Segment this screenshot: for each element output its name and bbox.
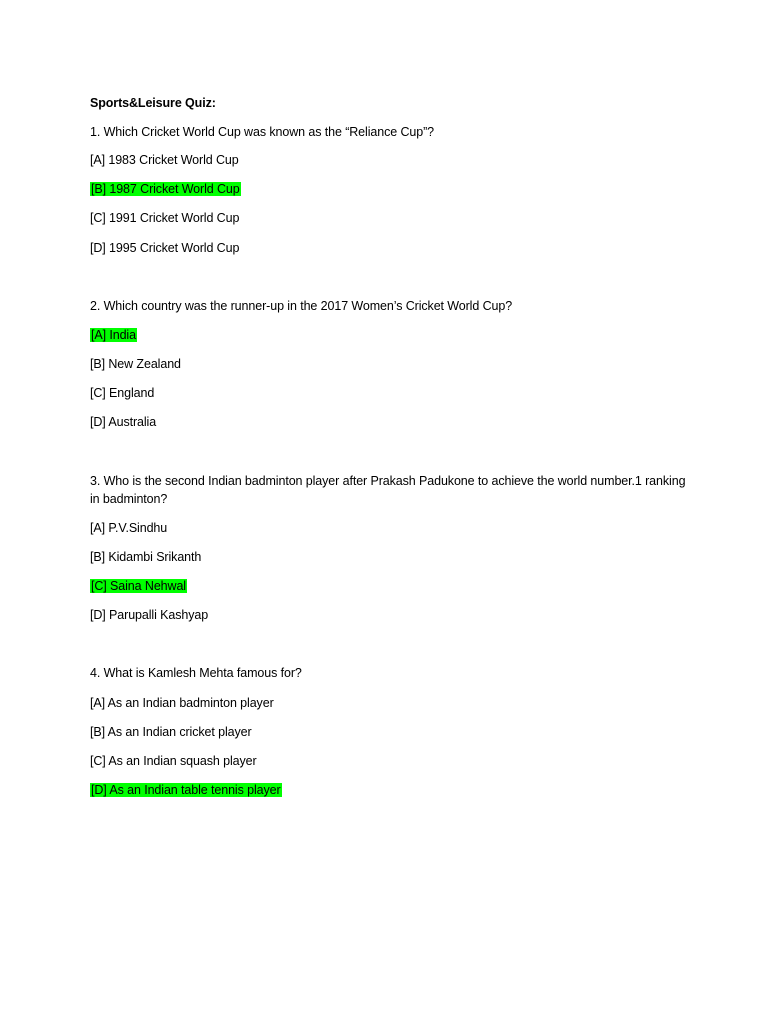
question-1-option-d: [D] 1995 Cricket World Cup — [90, 241, 240, 255]
question-3-option-b: [B] Kidambi Srikanth — [90, 550, 202, 564]
question-4-option-c: [C] As an Indian squash player — [90, 754, 257, 768]
question-2-option-c: [C] England — [90, 386, 155, 400]
question-3-option-a: [A] P.V.Sindhu — [90, 521, 168, 535]
question-3-option-d: [D] Parupalli Kashyap — [90, 608, 209, 622]
question-2-option-a-highlighted: [A] India — [91, 328, 136, 342]
question-1: 1. Which Cricket World Cup was known as the “Reliance Cup”? — [90, 125, 435, 139]
question-4-option-d-highlighted: [D] As an Indian table tennis player — [91, 783, 281, 797]
question-3: 3. Who is the second Indian badminton player after Prakash Padukone to achieve the world number.1 ranking in badminton? — [90, 474, 686, 506]
question-2: 2. Which country was the runner-up in the 2017 Women’s Cricket World Cup? — [90, 299, 513, 313]
question-1-option-c: [C] 1991 Cricket World Cup — [90, 211, 240, 225]
question-2-option-b: [B] New Zealand — [90, 357, 181, 371]
question-1-option-a: [A] 1983 Cricket World Cup — [90, 153, 239, 167]
question-3-option-c-highlighted: [C] Saina Nehwal — [91, 579, 186, 593]
question-1-option-b-highlighted: [B] 1987 Cricket World Cup — [91, 182, 240, 196]
question-4-option-a: [A] As an Indian badminton player — [90, 696, 274, 710]
quiz-title: Sports&Leisure Quiz: — [90, 96, 216, 110]
question-4-option-b: [B] As an Indian cricket player — [90, 725, 252, 739]
question-2-option-d: [D] Australia — [90, 415, 157, 429]
question-4: 4. What is Kamlesh Mehta famous for? — [90, 666, 302, 680]
